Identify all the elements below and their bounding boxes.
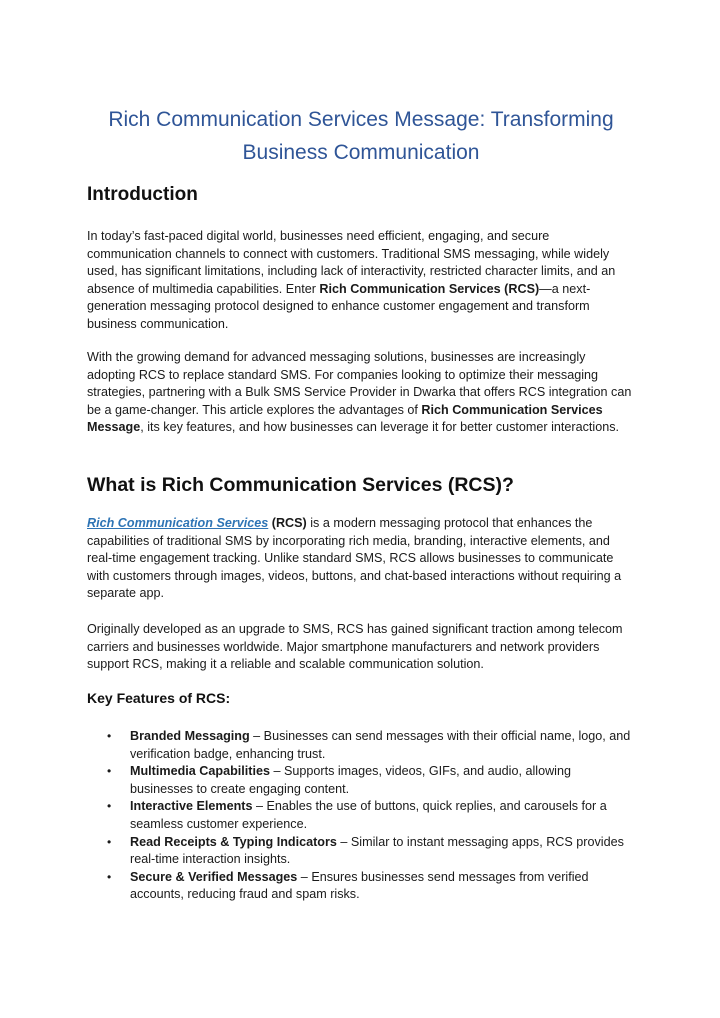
- feature-desc: – Supports images, videos, GIFs, and audio, allowing businesses to create engaging content.: [130, 764, 571, 796]
- bullet-icon: •: [107, 729, 112, 743]
- features-list: [87, 728, 635, 904]
- intro-paragraph-2: [87, 349, 635, 437]
- feature-term: Interactive Elements: [130, 799, 253, 814]
- document-title: Rich Communication Services Message: Transforming Business Communication: [108, 108, 614, 164]
- intro-paragraph-1: [87, 228, 635, 334]
- list-item: [87, 728, 635, 763]
- bullet-icon: •: [107, 834, 112, 849]
- intro-p1-text-c: —a next-generation messaging protocol designed to enhance customer engagement and transform business communication.: [87, 281, 591, 331]
- what-p1-bold: (RCS): [271, 516, 307, 530]
- feature-desc: – Ensures businesses send messages from verified accounts, reducing fraud and spam risks.: [130, 869, 589, 902]
- bullet-icon: •: [107, 799, 112, 814]
- feature-term: Multimedia Capabilities: [130, 764, 270, 779]
- feature-term: Read Receipts & Typing Indicators: [130, 834, 337, 849]
- list-item: [87, 763, 635, 798]
- intro-p2-text-c: , its key features, and how businesses can leverage it for better customer interactions.: [140, 420, 620, 435]
- rcs-link[interactable]: Rich Communication Services: [87, 516, 269, 530]
- list-item: [87, 834, 635, 869]
- what-is-rcs-heading: What is Rich Communication Services (RCS)?: [87, 474, 514, 496]
- intro-p2-bold: Rich Communication Services Message: [87, 402, 603, 435]
- feature-term: Secure & Verified Messages: [130, 869, 298, 884]
- what-p1-text: is a modern messaging protocol that enhances the capabilities of traditional SMS by incorporating rich media, branding, interactive elements, and real-time engagement tracking. Unlike standard SMS, RCS allows businesses to communicate with customers through images, videos, buttons, and chat-based interactions without requiring a separate app.: [87, 516, 622, 601]
- feature-desc: – Businesses can send messages with their official name, logo, and verification badge, enhancing trust.: [130, 729, 631, 761]
- list-item: [87, 798, 635, 833]
- intro-p1-text-a: In today’s fast-paced digital world, businesses need efficient, engaging, and secure communication channels to connect with customers. Traditional SMS messaging, while widely used, has significant limitations, including lack of interactivity, restricted character limits, and an absence of multimedia capabilities. Enter: [87, 229, 616, 296]
- intro-p2-text-a: With the growing demand for advanced messaging solutions, businesses are increasingly adopting RCS to replace standard SMS. For companies looking to optimize their messaging strategies, partnering with a Bulk SMS Service Provider in Dwarka that offers RCS integration can be a game-changer. This article explores the advantages of: [87, 350, 632, 417]
- bullet-icon: •: [107, 764, 112, 779]
- what-paragraph-2: Originally developed as an upgrade to SMS, RCS has gained significant traction among telecom carriers and businesses worldwide. Major smartphone manufacturers and network providers support RCS, making it a reliable and scalable communication solution.: [87, 622, 623, 672]
- what-paragraph-1: [87, 515, 635, 603]
- feature-desc: – Similar to instant messaging apps, RCS provides real-time interaction insights.: [130, 834, 624, 867]
- bullet-icon: •: [107, 869, 112, 884]
- list-item: [87, 869, 635, 904]
- feature-term: Branded Messaging: [130, 729, 250, 743]
- key-features-heading: Key Features of RCS:: [87, 690, 231, 706]
- feature-desc: – Enables the use of buttons, quick replies, and carousels for a seamless customer experience.: [130, 799, 607, 831]
- intro-p1-bold: Rich Communication Services (RCS): [319, 281, 540, 296]
- introduction-heading: Introduction: [87, 184, 198, 205]
